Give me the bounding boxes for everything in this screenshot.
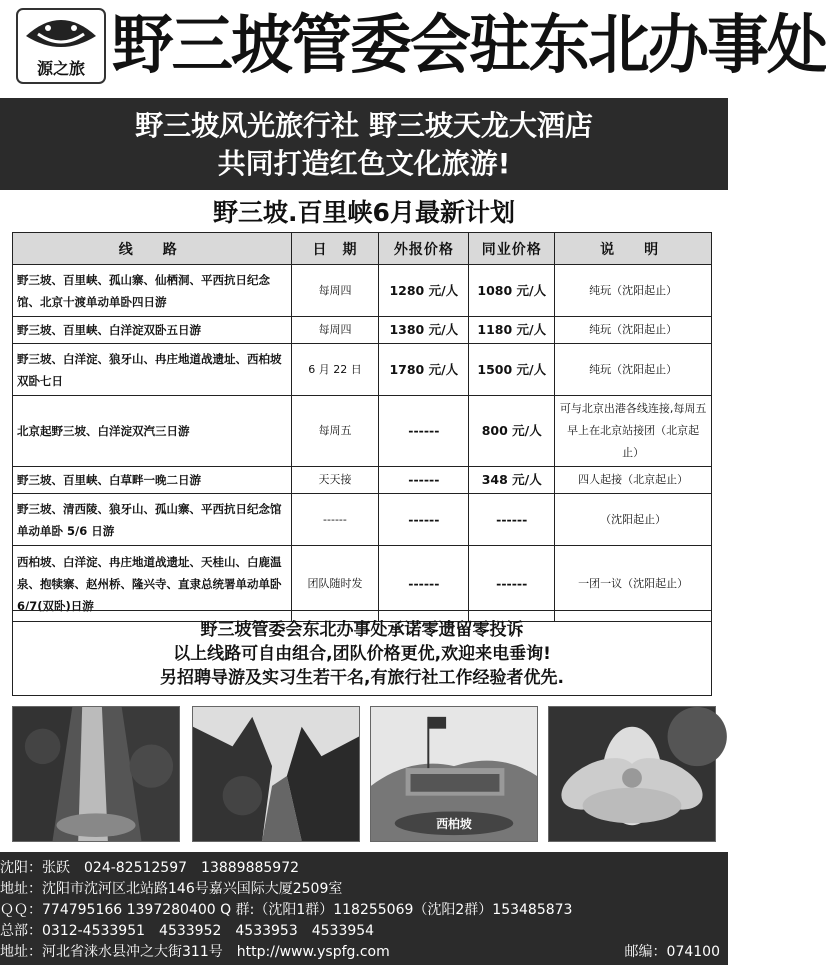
peer-price-cell: ------: [469, 494, 555, 546]
external-price-cell: ------: [379, 546, 469, 622]
partner-line: 野三坡风光旅行社 野三坡天龙大酒店: [135, 109, 593, 142]
table-row: [13, 396, 712, 467]
postcode: 邮编：074100: [624, 944, 720, 960]
table-header-row: [13, 233, 712, 265]
note-cell: 纯玩（沈阳起止）: [555, 344, 712, 396]
external-price-cell: ------: [379, 494, 469, 546]
date-cell: 团队随时发: [291, 546, 379, 622]
date-cell: 天天接: [291, 467, 379, 494]
note-cell: 一团一议（沈阳起止）: [555, 546, 712, 622]
peer-price-cell: 1180 元/人: [469, 317, 555, 344]
logo: [16, 8, 106, 84]
photo-xibaipo-image: [370, 706, 538, 842]
col-header-route: 线 路: [13, 233, 292, 265]
shenyang-address: 地址：沈阳市沈河区北站路146号嘉兴国际大厦2509室: [0, 881, 343, 897]
note-cell: （沈阳起止）: [555, 494, 712, 546]
logo-text: 源之旅: [36, 59, 86, 78]
table-row: [13, 265, 712, 317]
combination-line: 以上线路可自由组合,团队价格更优,欢迎来电垂询!: [173, 644, 551, 664]
peer-price-cell: 348 元/人: [469, 467, 555, 494]
slogan-line: 共同打造红色文化旅游!: [217, 147, 511, 180]
external-price-cell: ------: [379, 396, 469, 467]
contact-footer: [0, 852, 728, 965]
route-cell: 北京起野三坡、白洋淀双汽三日游: [13, 396, 292, 467]
col-header-peer-price: 同业价格: [469, 233, 555, 265]
partner-band: [0, 98, 728, 190]
route-table: [12, 232, 712, 622]
qq-numbers: ＱＱ：774795166 1397280400 Q 群:（沈阳1群）118255069（沈阳2群）153485873: [0, 902, 573, 918]
photo-lotus-image: [548, 706, 716, 842]
col-header-date: 日 期: [291, 233, 379, 265]
date-cell: 每周五: [291, 396, 379, 467]
col-header-note: 说 明: [555, 233, 712, 265]
date-cell: 6 月 22 日: [291, 344, 379, 396]
photo-strip: [0, 706, 728, 844]
date-cell: 每周四: [291, 317, 379, 344]
note-cell: 纯玩（沈阳起止）: [555, 317, 712, 344]
shenyang-contact: 沈阳：张跃 024-82512597 13889885972: [0, 860, 300, 876]
headquarters-phones: 总部：0312-4533951 4533952 4533953 4533954: [0, 923, 375, 939]
peer-price-cell: 800 元/人: [469, 396, 555, 467]
peer-price-cell: ------: [469, 546, 555, 622]
col-header-external-price: 外报价格: [379, 233, 469, 265]
peer-price-cell: 1080 元/人: [469, 265, 555, 317]
photo-waterfall-image: [12, 706, 180, 842]
promise-line: 野三坡管委会东北办事处承诺零遗留零投诉: [200, 620, 524, 640]
peer-price-cell: 1500 元/人: [469, 344, 555, 396]
route-cell: 野三坡、百里峡、白洋淀双卧五日游: [13, 317, 292, 344]
external-price-cell: 1280 元/人: [379, 265, 469, 317]
note-cell: 纯玩（沈阳起止）: [555, 265, 712, 317]
promise-box: [12, 610, 712, 696]
route-cell: 野三坡、百里峡、白草畔一晚二日游: [13, 467, 292, 494]
photo-canyon-image: [192, 706, 360, 842]
page-title: 野三坡管委会驻东北办事处: [112, 8, 826, 83]
external-price-cell: 1780 元/人: [379, 344, 469, 396]
external-price-cell: 1380 元/人: [379, 317, 469, 344]
route-cell: 野三坡、百里峡、孤山寨、仙栖洞、平西抗日纪念馆、北京十渡单动单卧四日游: [13, 265, 292, 317]
table-row: [13, 344, 712, 396]
headquarters-address: 地址：河北省涞水县冲之大街311号 http://www.yspfg.com: [0, 944, 390, 960]
recruit-line: 另招聘导游及实习生若干名,有旅行社工作经验者优先.: [160, 668, 564, 688]
table-row: [13, 494, 712, 546]
note-cell: 可与北京出港各线连接,每周五早上在北京站接团（北京起止）: [555, 396, 712, 467]
plan-title: 野三坡.百里峡6月最新计划: [213, 198, 515, 227]
route-cell: 野三坡、清西陵、狼牙山、孤山寨、平西抗日纪念馆单动单卧 5/6 日游: [13, 494, 292, 546]
route-cell: 野三坡、白洋淀、狼牙山、冉庄地道战遗址、西柏坡双卧七日: [13, 344, 292, 396]
note-cell: 四人起接（北京起止）: [555, 467, 712, 494]
route-cell: 西柏坡、白洋淀、冉庄地道战遗址、天桂山、白鹿温泉、抱犊寨、赵州桥、隆兴寺、直隶总统署单动单卧 6/7(双卧)日游: [13, 546, 292, 622]
external-price-cell: ------: [379, 467, 469, 494]
date-cell: 每周四: [291, 265, 379, 317]
xibaipo-sign-text: 西柏坡: [436, 817, 472, 832]
table-row: [13, 317, 712, 344]
header: [0, 0, 826, 92]
table-row: [13, 467, 712, 494]
date-cell: ------: [291, 494, 379, 546]
